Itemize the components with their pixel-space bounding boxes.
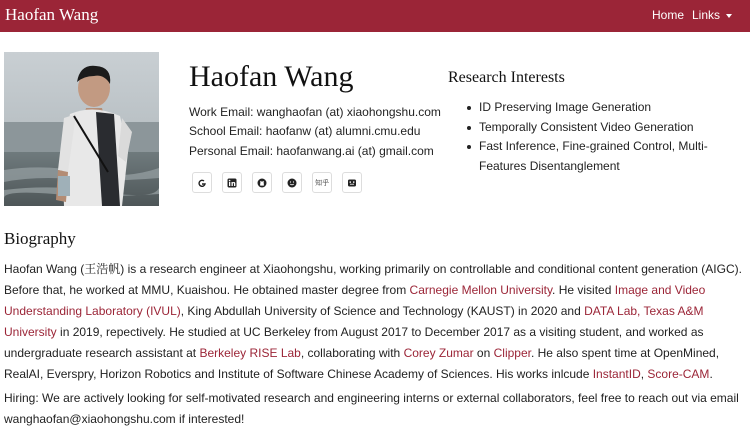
- research-interest-item: Temporally Consistent Video Generation: [467, 118, 747, 138]
- clipper-link[interactable]: Clipper: [493, 346, 531, 360]
- linkedin-link[interactable]: [222, 172, 242, 193]
- corey-zumar-link[interactable]: Corey Zumar: [403, 346, 474, 360]
- personal-email: Personal Email: haofanwang.ai (at) gmail.com: [189, 144, 434, 158]
- bio-text: .: [709, 367, 713, 381]
- bio-text: . He also spent time at OpenMined, RealAI, Everspry, Horizon Robotics and Institute of Software Chinese Academy of Sciences. His works inlcude: [4, 346, 720, 381]
- face-profile-link[interactable]: [282, 172, 302, 193]
- bio-text: on: [473, 346, 494, 360]
- profile-name: Haofan Wang: [189, 60, 354, 93]
- nav-links-label: Links: [692, 8, 721, 22]
- cmu-link[interactable]: Carnegie Mellon University: [409, 283, 553, 297]
- score-cam-link[interactable]: Score-CAM: [647, 367, 710, 381]
- bio-text: , King Abdullah University of Science and Technology (KAUST) in 2020 and: [180, 304, 585, 318]
- profile-photo: [4, 52, 159, 206]
- site-brand[interactable]: Haofan Wang: [5, 5, 99, 24]
- berkeley-rise-lab-link[interactable]: Berkeley RISE Lab: [199, 346, 301, 360]
- huggingface-link[interactable]: [342, 172, 362, 193]
- linkedin-icon: [227, 178, 237, 188]
- top-navbar: [0, 0, 750, 32]
- zhihu-link[interactable]: [312, 172, 332, 193]
- nav-links-dropdown[interactable]: [692, 8, 732, 22]
- biography-text: [4, 259, 746, 385]
- bio-text: Haofan Wang (王浩帆) is a research engineer at Xiaohongshu, working primarily on controllable and conditional content generation (AIGC). Before that, he worked at MMU, Kuaishou. He obtained master degree from: [4, 262, 742, 297]
- bio-text: ,: [640, 367, 648, 381]
- hiring-text: Hiring: We are actively looking for self-motivated research and engineering interns or external collaborators, feel free to reach out via email wanghaofan@xiaohongshu.com if interested!: [4, 391, 739, 426]
- biography-title: Biography: [4, 229, 76, 248]
- hugging-face-icon: [347, 178, 357, 188]
- smiley-icon: [287, 178, 297, 188]
- research-interest-item: ID Preserving Image Generation: [467, 98, 747, 118]
- data-lab-link[interactable]: DATA Lab, Texas A&M University: [4, 304, 704, 339]
- bio-text: . He visited: [552, 283, 615, 297]
- research-interests-title: Research Interests: [448, 69, 565, 86]
- work-email: Work Email: wanghaofan (at) xiaohongshu.com: [189, 105, 441, 119]
- nav-home-link[interactable]: Home: [652, 8, 685, 22]
- research-interests-list: [467, 98, 747, 176]
- bio-text: in 2019, repectively. He studied at UC Berkeley from August 2017 to December 2017 as a visiting student, and worked as undergraduate research assistant at: [4, 325, 704, 360]
- google-scholar-link[interactable]: [192, 172, 212, 193]
- bio-text: , collaborating with: [300, 346, 404, 360]
- instantid-link[interactable]: InstantID: [592, 367, 641, 381]
- google-scholar-icon: [197, 178, 207, 188]
- research-interest-item: Fast Inference, Fine-grained Control, Multi-Features Disentanglement: [467, 137, 747, 176]
- github-icon: [257, 178, 267, 188]
- school-email: School Email: haofanw (at) alumni.cmu.edu: [189, 124, 421, 138]
- ivul-link[interactable]: Image and Video Understanding Laboratory (IVUL): [4, 283, 706, 318]
- zhihu-label: 知乎: [315, 179, 329, 187]
- chevron-down-icon: [726, 14, 732, 18]
- github-link[interactable]: [252, 172, 272, 193]
